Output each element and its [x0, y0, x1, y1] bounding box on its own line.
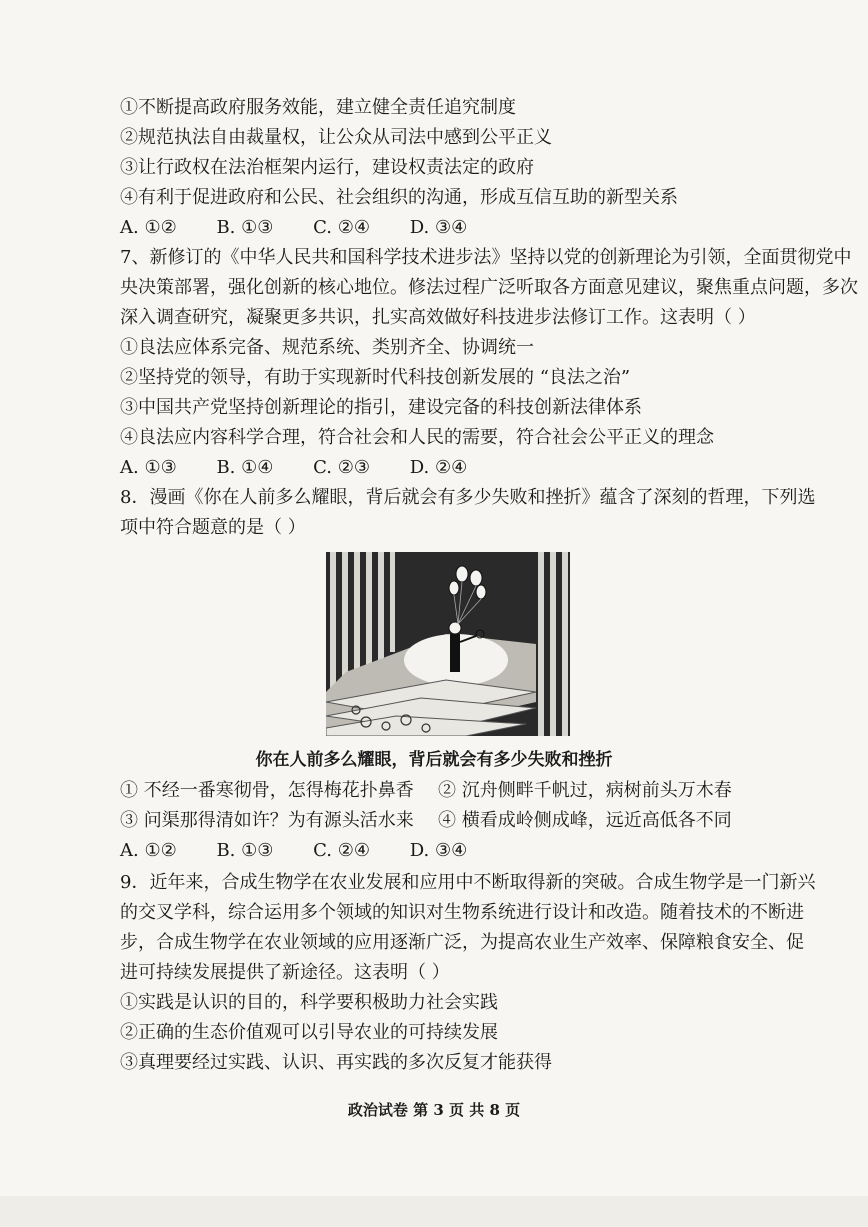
q9-option-3: ③真理要经过实践、认识、再实践的多次反复才能获得 [120, 1052, 552, 1073]
q7-option-3: ③中国共产党坚持创新理论的指引，建设完备的科技创新法律体系 [120, 397, 642, 418]
q6-option-3: ③让行政权在法治框架内运行，建设权责法定的政府 [120, 157, 534, 178]
q9-stem-line-3: 步，合成生物学在农业领域的应用逐渐广泛，为提高农业生产效率、保障粮食安全、促 [120, 932, 804, 953]
q8-stem-line-1: 8．漫画《你在人前多么耀眼，背后就会有多少失败和挫折》蕴含了深刻的哲理，下列选 [120, 487, 816, 508]
q8-choice-d: D. ③④ [409, 840, 468, 861]
q8-options-row-2 [120, 806, 780, 836]
q7-choice-b: B. ①④ [216, 457, 274, 478]
q6-option-1: ①不断提高政府服务效能，建立健全责任追究制度 [120, 97, 516, 118]
scan-bottom-strip [0, 1196, 868, 1227]
q9-stem-line-1: 9．近年来，合成生物学在农业发展和应用中不断取得新的突破。合成生物学是一门新兴 [120, 872, 816, 893]
q8-option-1: ① 不经一番寒彻骨，怎得梅花扑鼻香 [120, 780, 414, 801]
q8-choice-c: C. ②④ [313, 840, 370, 861]
q9-option-2: ②正确的生态价值观可以引导农业的可持续发展 [120, 1022, 498, 1043]
q8-choice-a: A. ①② [120, 840, 177, 861]
q6-choice-c: C. ②④ [313, 217, 370, 238]
q6-choice-a: A. ①② [120, 217, 177, 238]
q8-choice-b: B. ①③ [216, 840, 274, 861]
q7-stem-line-1: 7、新修订的《中华人民共和国科学技术进步法》坚持以党的创新理论为引领，全面贯彻党中 [120, 247, 852, 268]
q9-stem-line-2: 的交叉学科，综合运用多个领域的知识对生物系统进行设计和改造。随着技术的不断进 [120, 902, 804, 923]
q9-option-1: ①实践是认识的目的，科学要积极助力社会实践 [120, 992, 498, 1013]
q8-choices [120, 836, 780, 866]
cartoon-caption: 你在人前多么耀眼，背后就会有多少失败和挫折 [255, 750, 613, 770]
q7-choices [120, 453, 780, 483]
q7-option-1: ①良法应体系完备、规范系统、类别齐全、协调统一 [120, 337, 534, 358]
q7-option-2: ②坚持党的领导，有助于实现新时代科技创新发展的 “良法之治” [120, 367, 631, 388]
q8-option-3: ③ 问渠那得清如许？为有源头活水来 [120, 810, 414, 831]
q6-choice-b: B. ①③ [216, 217, 274, 238]
q6-choice-d: D. ③④ [409, 217, 468, 238]
q6-option-4: ④有利于促进政府和公民、社会组织的沟通，形成互信互助的新型关系 [120, 187, 678, 208]
q7-stem-line-2: 央决策部署，强化创新的核心地位。修法过程广泛听取各方面意见建议，聚焦重点问题，多次 [120, 277, 858, 298]
q6-option-2: ②规范执法自由裁量权，让公众从司法中感到公平正义 [120, 127, 552, 148]
q6-choices [120, 213, 780, 243]
q7-stem-line-3: 深入调查研究，凝聚更多共识，扎实高效做好科技进步法修订工作。这表明（ ） [120, 307, 756, 328]
page-footer: 政治试卷 第 3 页 共 8 页 [347, 1101, 521, 1119]
q8-option-2: ② 沉舟侧畔千帆过，病树前头万木春 [438, 780, 732, 801]
q7-choice-c: C. ②③ [313, 457, 370, 478]
q8-options-row-1 [120, 776, 780, 806]
q7-option-4: ④良法应内容科学合理，符合社会和人民的需要，符合社会公平正义的理念 [120, 427, 714, 448]
q9-stem-line-4: 进可持续发展提供了新途径。这表明（ ） [120, 962, 450, 983]
q8-option-4: ④ 横看成岭侧成峰，远近高低各不同 [438, 810, 732, 831]
q7-choice-d: D. ②④ [409, 457, 468, 478]
q7-choice-a: A. ①③ [120, 457, 177, 478]
q8-stem-line-2: 项中符合题意的是（ ） [120, 517, 306, 538]
stage-cartoon-image [326, 552, 570, 736]
